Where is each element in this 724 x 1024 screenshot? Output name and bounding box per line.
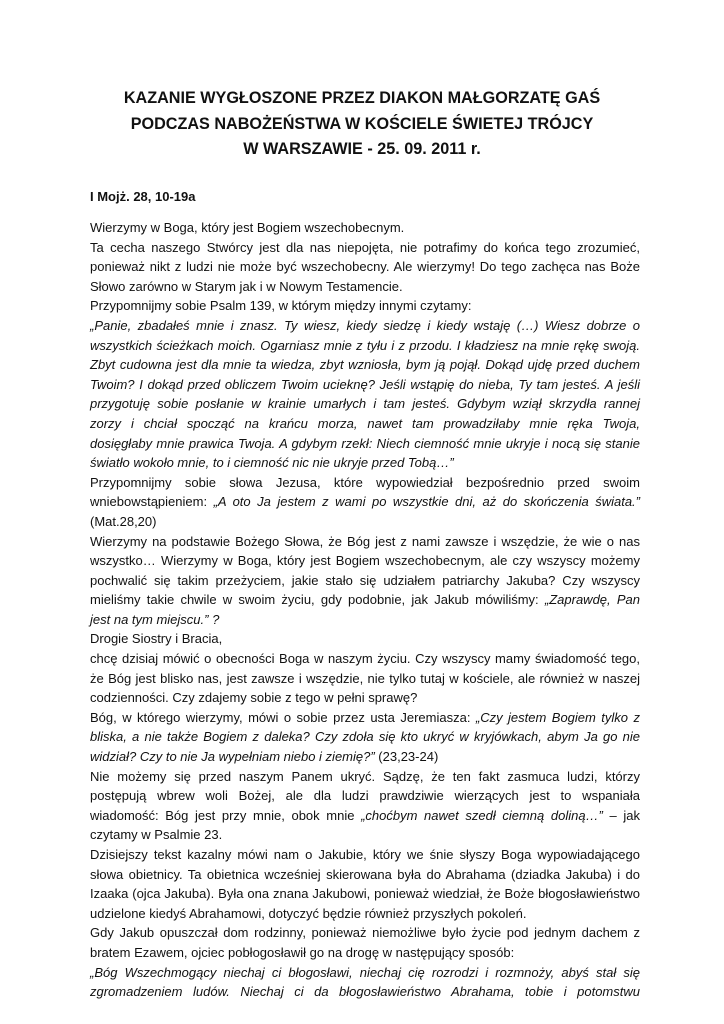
text-line [90,414,640,434]
body-text: wniebowstąpieniem: [90,494,214,510]
text-line [90,767,640,787]
body-text: Nie możemy się przed naszym Panem ukryć. Sądzę, że ten fakt zasmuca ludzi, którzy [90,768,640,784]
quoted-text: „Zaprawdę, Pan [544,592,640,608]
body-text: wszystko… Wierzymy w Boga, który jest Bogiem wszechobecnym, ale czy wszyscy możemy [90,553,640,569]
text-line [90,943,640,963]
text-line [90,218,640,238]
text-line [90,571,640,591]
text-line [90,629,640,649]
text-line [90,747,640,767]
body-text: ponieważ nikt z ludzi nie może być wszechobecny. Ale wierzymy! Do tego zachęca nas Boże [90,259,640,275]
body-text: codzienności. Czy zdajemy sobie z tego w pełni sprawę? [90,690,418,706]
body-text: (Mat.28,20) [90,513,157,529]
body-text: Izaaka (ojca Jakuba). Była ona znana Jakubowi, ponieważ wiedział, że Boże błogosławieństwo [90,886,640,902]
quoted-text: „A oto Ja jestem z wami po wszystkie dni, aż do skończenia świata.” [213,494,640,510]
quoted-text: Zbyt cudowna jest dla mnie ta wiedza, zbyt wzniosła, bym ją pojął. Dokąd ujdę przed duchem [90,357,640,373]
body-text: udzielone kiedyś Abrahamowi, dotyczyć będzie również przyszłych pokoleń. [90,905,527,921]
body-text: Bóg, w którego wierzymy, mówi o sobie przez usta Jeremiasza: [90,709,476,725]
quoted-text: dosięgłaby mnie prawica Twoja. A gdybym rzekł: Niech ciemność mnie ukryje i nocą się stanie [90,435,640,451]
text-line [90,473,640,493]
body-text: Przypomnijmy sobie słowa Jezusa, które wypowiedział bezpośrednio przed swoim [90,474,640,490]
quoted-text: jest na tym miejscu.” ? [90,611,220,627]
text-line [90,532,640,552]
text-line [90,375,640,395]
body-text: Wierzymy na podstawie Bożego Słowa, że Bóg jest z nami zawsze i wszędzie, że wie o nas [90,533,640,549]
body-text: bratem Ezawem, ojciec pobłogosławił go na drogę w następujący sposób: [90,944,515,960]
text-line [90,923,640,943]
text-line [90,238,640,258]
quoted-text: „Czy jestem Bogiem tylko z [475,709,640,725]
text-line [90,708,640,728]
quoted-text: Twoim? I dokąd przed obliczem Twoim ucieknę? Jeśli wstąpię do nieba, Ty tam jesteś. A jeśli [90,376,640,392]
body-text: chcę dzisiaj mówić o obecności Boga w naszym życiu. Czy wszyscy mamy świadomość tego, [90,651,640,667]
text-line [90,727,640,747]
body-text: – jak [602,807,640,823]
text-line [90,434,640,454]
text-line [90,845,640,865]
text-line [90,492,640,512]
text-line [90,865,640,885]
body-text: wiadomość: Bóg jest przy mnie, obok mnie [90,807,362,823]
text-line [90,316,640,336]
text-line [90,688,640,708]
text-line [90,590,640,610]
text-line [90,904,640,924]
body-text: Dzisiejszy tekst kazalny mówi nam o Jakubie, który we śnie słyszy Boga wypowiadającego [90,847,640,862]
body-text: mieliśmy takie chwile w swoim życiu, gdy podobnie, jak Jakub mówiliśmy: [90,592,545,608]
body-text: słowa obietnicy. Ta obietnica wcześniej skierowana była do Abrahama (dziadka Jakuba) i do [90,866,640,882]
title-line-2: PODCZAS NABOŻEŃSTWA W KOŚCIELE ŚWIETEJ TRÓJCY [130,114,594,133]
text-line [90,512,640,532]
title-line-1: KAZANIE WYGŁOSZONE PRZEZ DIAKON MAŁGORZATĘ GAŚ [123,89,601,107]
text-line [90,355,640,375]
quoted-text: „Bóg Wszechmogący niechaj ci błogosławi, niechaj cię rozrodzi i rozmnoży, abyś stał się [90,964,640,980]
text-line [90,806,640,826]
body-text: (23,23-24) [374,749,439,765]
body-text: Wierzymy w Boga, który jest Bogiem wszechobecnym. [90,220,405,235]
title-line-3: W WARSZAWIE - 25. 09. 2011 r. [243,140,481,158]
body-text: czytamy w Psalmie 23. [90,827,223,843]
text-line [90,649,640,669]
quoted-text: przygotuję sobie posłanie w krainie umarłych i tam jesteś. Gdybym wziął skrzydła rannej [90,396,640,412]
sermon-body [90,218,640,1002]
text-line [90,453,640,473]
quoted-text: wszystkich ścieżkach moich. Ogarniasz mnie z tyłu i z przodu. I kładziesz na mnie rękę swoją. [90,337,640,353]
text-line [90,336,640,356]
body-text: Drogie Siostry i Bracia, [90,631,223,647]
body-text: że Bóg jest blisko nas, jest zawsze i wszędzie, nie tylko tutaj w kościele, ale również w naszej [90,670,640,686]
quoted-text: zorzy i chciał spocząć na krańcu morza, nawet tam prowadziłaby mnie ręka Twoja, [90,415,640,431]
text-line [90,786,640,806]
quoted-text: widział? Czy to nie Ja wypełniam niebo i ziemię?” [90,749,375,765]
body-text: postępują wbrew woli Bożej, ale dla ludzi prawdziwie wierzących jest to wspaniała [90,788,640,804]
quoted-text: „choćbym nawet szedł ciemną doliną…” [361,807,603,823]
text-line [90,296,640,316]
quoted-text: bliska, a nie także Bogiem z daleka? Czy zdoła się kto ukryć w kryjówkach, abym Ja go nie [90,729,640,745]
text-line [90,669,640,689]
body-text: Słowo zarówno w Starym jak i w Nowym Testamencie. [90,278,403,294]
text-line [90,825,640,845]
text-line [90,884,640,904]
quoted-text: światło wokoło mnie, to i ciemność nic nie ukryje przed Tobą…” [90,455,454,471]
body-text: Ta cecha naszego Stwórcy jest dla nas niepojęta, nie potrafimy do końca tego zrozumieć, [90,239,640,255]
text-line [90,963,640,983]
text-line [90,277,640,297]
text-line [90,610,640,630]
quoted-text: „Panie, zbadałeś mnie i znasz. Ty wiesz, kiedy siedzę i kiedy wstaję (…) Wiesz dobrze o [90,317,640,333]
scripture-reference: I Mojż. 28, 10-19a [90,189,196,204]
quoted-text: zgromadzeniem ludów. Niechaj ci da błogosławieństwo Abrahama, tobie i potomstwu [90,984,640,1000]
page-title [90,86,634,163]
text-line [90,394,640,414]
body-text: Gdy Jakub opuszczał dom rodzinny, ponieważ niemożliwe było życie pod jednym dachem z [90,925,640,941]
text-line [90,982,640,1002]
body-text: pochwalić się takim przeżyciem, jakie stało się udziałem patriarchy Jakuba? Czy wszyscy [90,572,640,588]
text-line [90,551,640,571]
text-line [90,257,640,277]
body-text: Przypomnijmy sobie Psalm 139, w którym między innymi czytamy: [90,298,472,314]
